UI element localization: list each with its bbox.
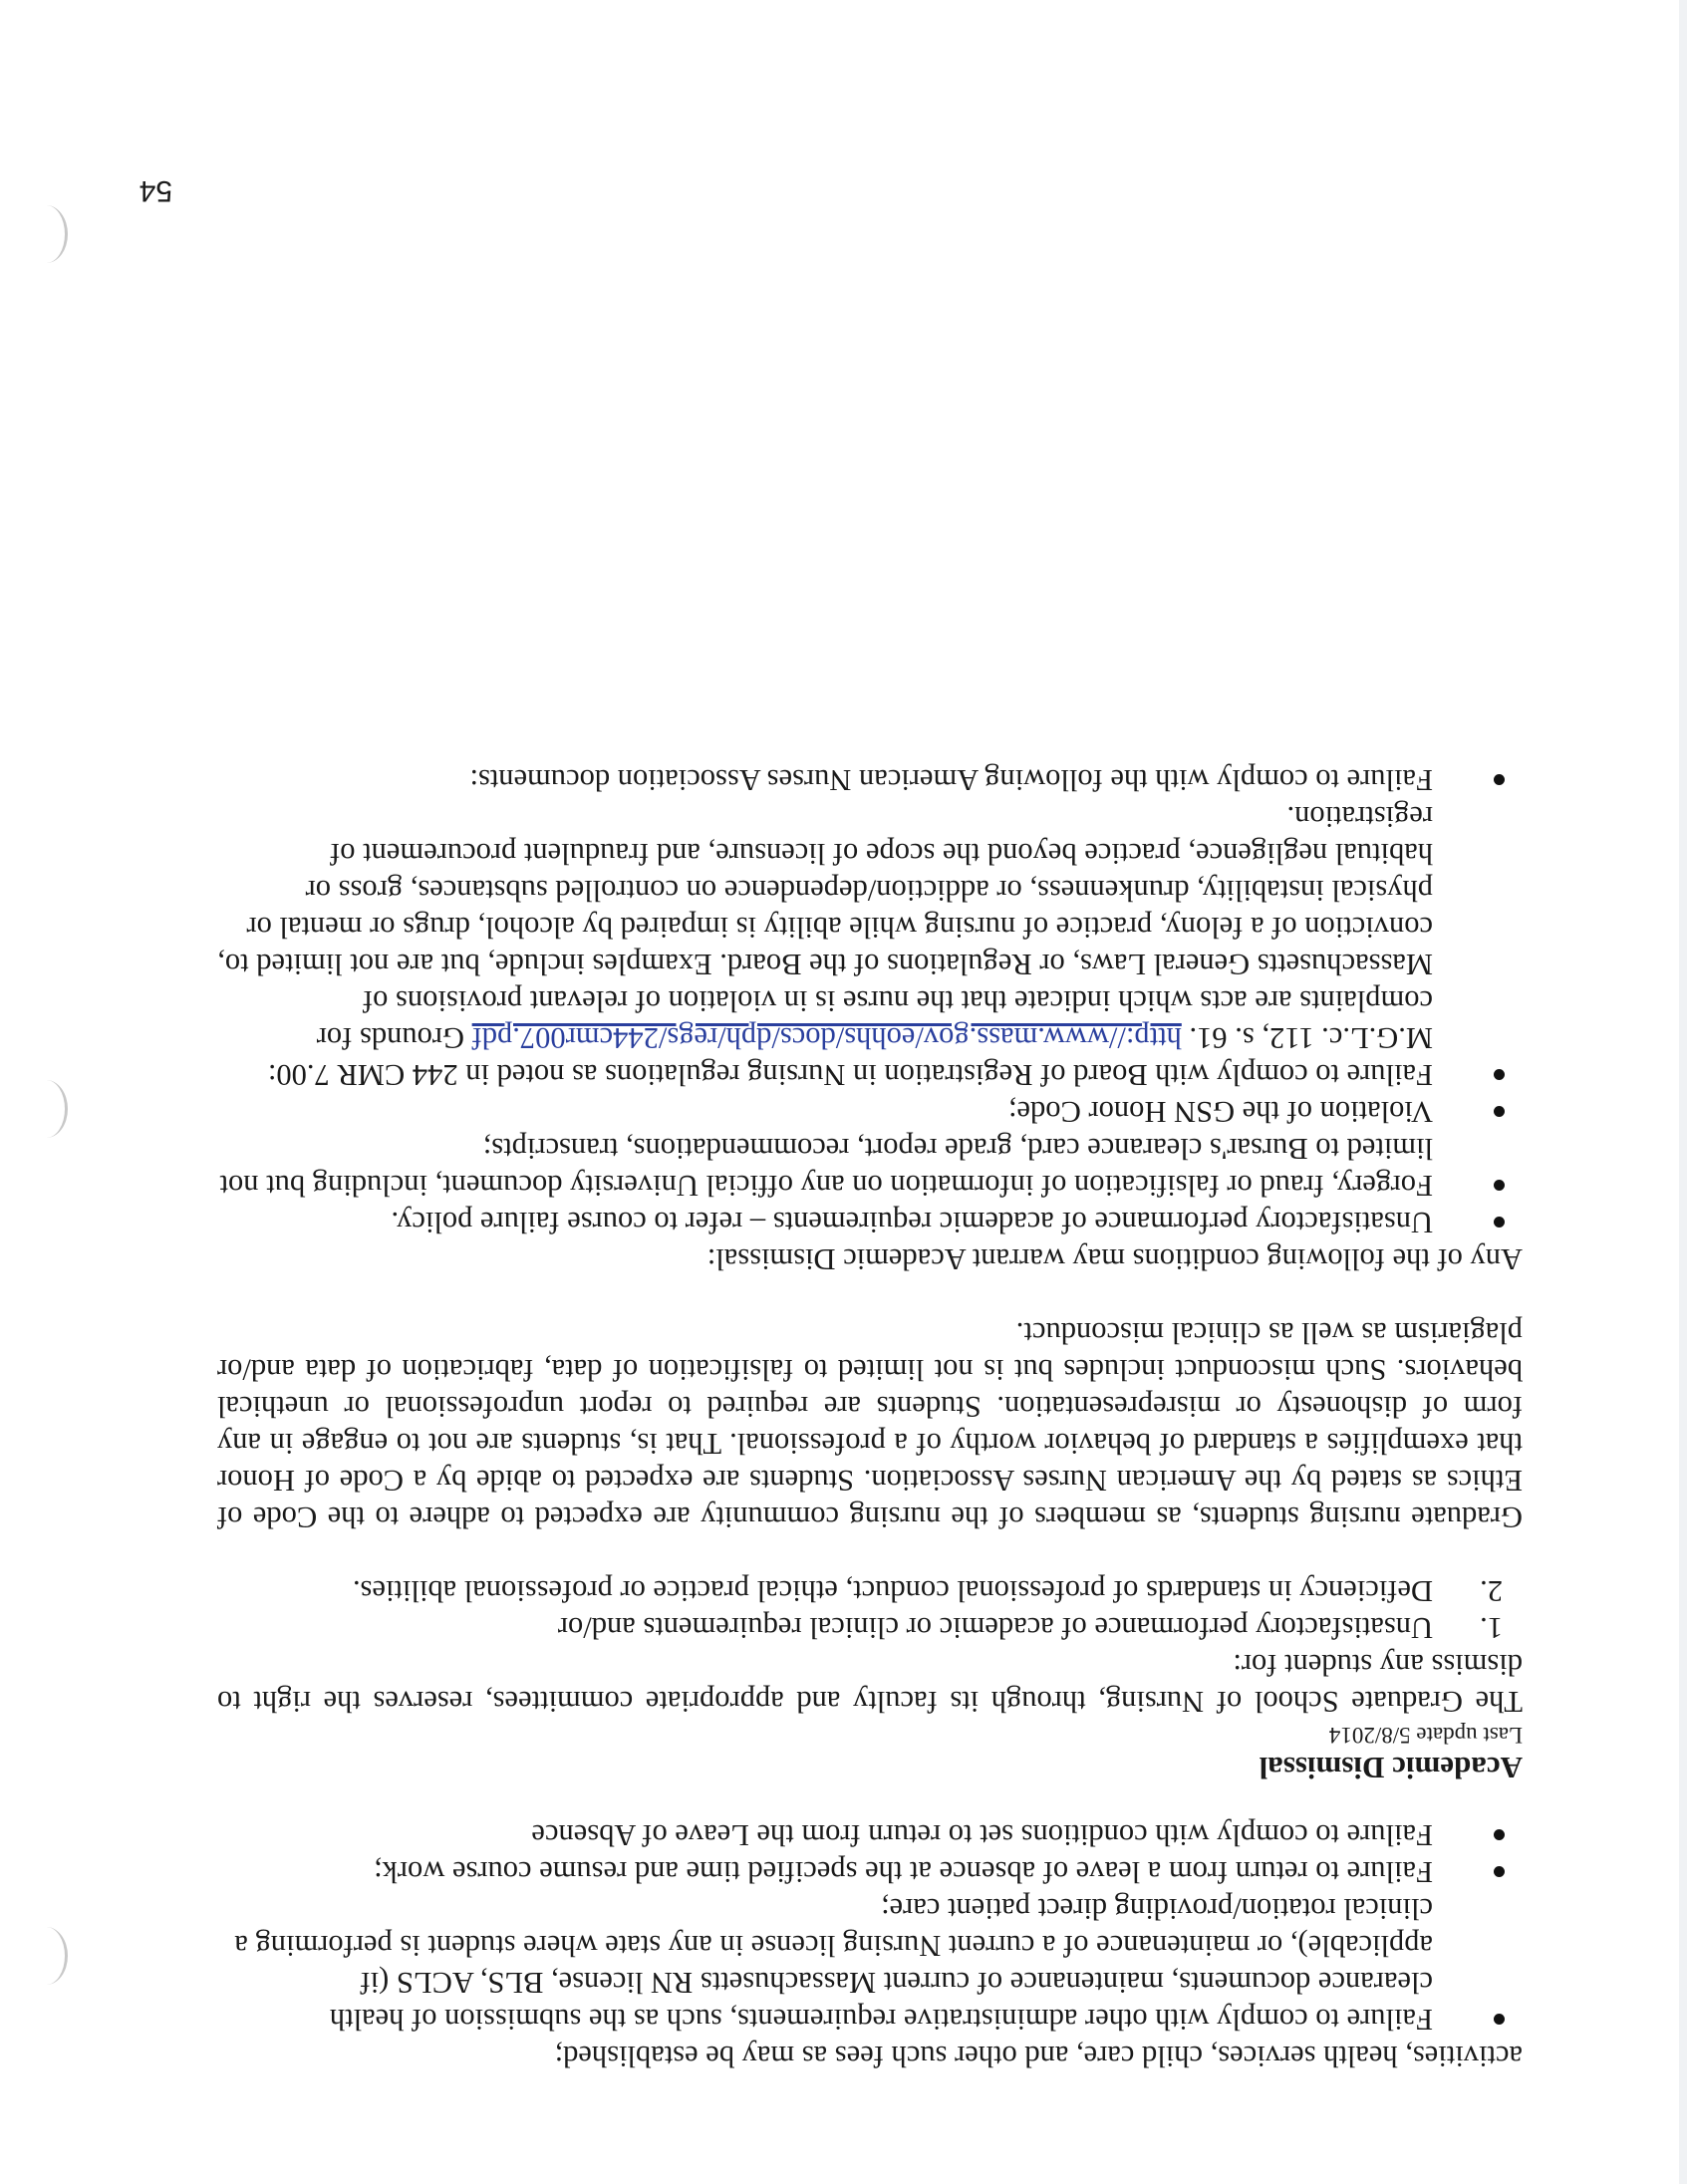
list-item: Violation of the GSN Honor Code; [217, 1093, 1523, 1130]
bullet-icon [1494, 1217, 1505, 1228]
binder-hole [25, 1927, 68, 1985]
list-item: Failure to comply with the following American Nurses Association documents: [217, 761, 1523, 798]
scan-edge [1679, 0, 1687, 2184]
bullet-icon [1494, 1106, 1505, 1117]
page-number: 54 [139, 174, 172, 207]
list-item: Failure to return from a leave of absence at the specified time and resume course work; [217, 1853, 1523, 1890]
bullet-icon [1494, 1069, 1505, 1080]
binder-hole [25, 205, 68, 263]
bullet-icon [1494, 1180, 1505, 1191]
binder-hole [25, 1080, 68, 1138]
list-item: Failure to comply with Board of Registration in Nursing regulations as noted in 244 CMR 7.00: M.G.L.c. 112, s. 61. http://www.mass.gov/eohhs/docs/dph/regs/244cmr007.pdf Grounds for complaints are acts which indicate that the nurse is in violation of relevant provisions of Massachusetts General Laws, or Regulations of the Board. Examples include, but are not limited to, conviction of a felony, practice of nursing while ability is impaired by alcohol, drugs or mental or physical instability, drunkenness, or addiction/dependence on controlled substances, gross or habitual negligence, practice beyond the scope of licensure, and fraudulent procurement of registration. [217, 798, 1523, 1093]
list-item: Failure to comply with other administrative requirements, such as the submission of health clearance documents, maintenance of current Massachusetts RN license, BLS, ACLS (if applicable), or maintenance of a current Nursing license in any state where student is performing a clinical rotation/providing direct patient care; [217, 1890, 1523, 2038]
conditions-list [217, 761, 1523, 1240]
continuation-line: activities, health services, child care, and other such fees as may be established; [554, 2040, 1523, 2073]
leave-bullet-list [217, 1816, 1523, 2038]
dismissal-reasons [217, 1572, 1523, 1646]
section-heading: Academic Dismissal [1259, 1751, 1523, 1785]
bullet-icon [1494, 1829, 1505, 1840]
conditions-intro: Any of the following conditions may warrant Academic Dismissal: [706, 1242, 1523, 1276]
bullet-icon [1494, 774, 1505, 785]
bullet-icon [1494, 2014, 1505, 2025]
last-update: Last update 5/8/2014 [1328, 1723, 1523, 1748]
dismissal-intro: The Graduate School of Nursing, through its faculty and appropriate committees, reserves the right to dismiss any student for: [217, 1648, 1523, 1719]
list-item: Forgery, fraud or falsification of information on any official University document, including but not limited to Bursar's clearance card, grade report, recommendations, transcripts; [217, 1130, 1523, 1204]
bullet-icon [1494, 1866, 1505, 1877]
list-item: 2. Deficiency in standards of professional conduct, ethical practice or professional abilities. [352, 1574, 1503, 1608]
document-body [217, 761, 1523, 2074]
regulation-link[interactable]: http://www.mass.gov/eohhs/docs/dph/regs/244cmr007.pdf [471, 1021, 1182, 1055]
list-item: Unsatisfactory performance of academic requirements – refer to course failure policy. [217, 1204, 1523, 1240]
list-item: 1. Unsatisfactory performance of academic or clinical requirements and/or [557, 1611, 1503, 1645]
list-item: Failure to comply with conditions set to return from the Leave of Absence [217, 1816, 1523, 1853]
ethics-paragraph: Graduate nursing students, as members of the nursing community are expected to adhere to the Code of Ethics as stated by the American Nurses Association. Students are expected to abide by a Code of Honor that exemplifies a standard of behavior worthy of a professional. That is, students are not to engage in any form of dishonesty or misrepresentation. Students are required to report unprofessional or unethical behaviors. Such misconduct includes but is not limited to falsification of data, fabrication of data and/or plagiarism as well as clinical misconduct. [217, 1316, 1523, 1534]
